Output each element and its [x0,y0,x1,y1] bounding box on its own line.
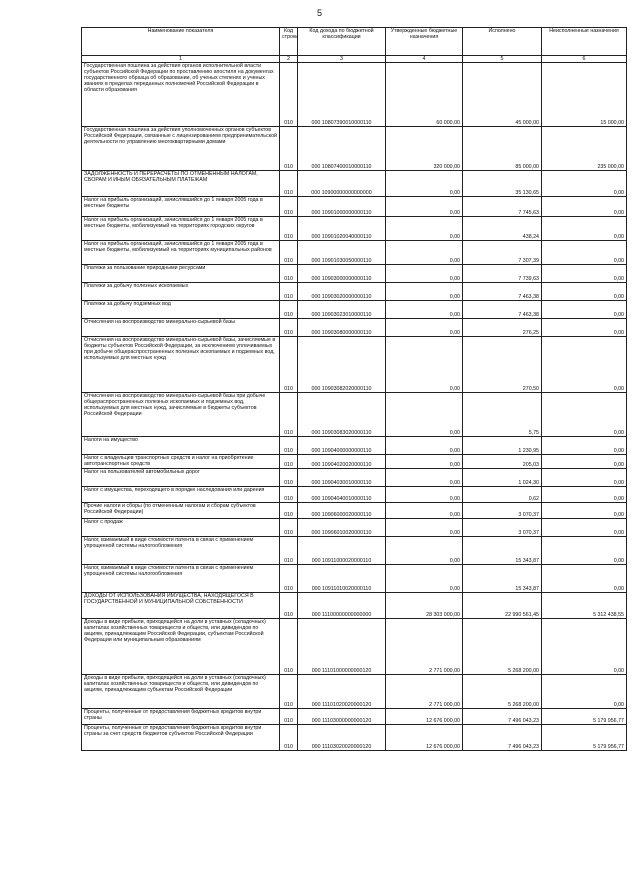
header-name: Наименование показателя [82,28,280,56]
row-unexecuted: 0,00 [542,393,627,437]
row-name: Отчисления на воспроизводство минерально-сырьевой базы [82,319,280,337]
header-row [82,28,627,56]
row-approved: 28 303 000,00 [386,593,463,619]
row-name: Налог с владельцев транспортных средств и налог на приобретение автотранспортных средств [82,455,280,469]
row-code: 010 [280,337,298,393]
row-code: 010 [280,469,298,487]
row-approved: 0,00 [386,319,463,337]
column-number: 1 [82,56,280,63]
row-executed: 15 343,87 [463,565,542,593]
budget-execution-table [81,27,627,751]
table-row [82,725,627,751]
row-budget-code: 000 10903082020000110 [298,337,386,393]
row-budget-code: 000 10911000020000110 [298,537,386,565]
row-executed: 7 496 043,23 [463,725,542,751]
row-executed: 85 000,00 [463,127,542,171]
row-code: 010 [280,709,298,725]
header-executed: Исполнено [463,28,542,56]
table-row [82,393,627,437]
row-code: 010 [280,593,298,619]
row-approved: 0,00 [386,537,463,565]
row-name: Налог с имущества, переходящего в порядке наследования или дарения [82,487,280,503]
row-executed: 7 307,39 [463,241,542,265]
row-executed: 3 070,37 [463,519,542,537]
row-budget-code: 000 10906000020000110 [298,503,386,519]
row-code: 010 [280,63,298,127]
row-approved: 0,00 [386,197,463,217]
row-code: 010 [280,217,298,241]
table-row [82,503,627,519]
row-unexecuted: 15 000,00 [542,63,627,127]
row-budget-code: 000 10904030010000110 [298,469,386,487]
table-row [82,437,627,455]
row-name: Государственная пошлина за действия уполномоченных органов субъектов Российской Федерации, связанные с лицензированием предпринимательской деятельности по управлению многоквартирными домами [82,127,280,171]
row-budget-code: 000 11103020020000120 [298,725,386,751]
row-unexecuted: 0,00 [542,565,627,593]
row-approved: 320 000,00 [386,127,463,171]
column-number: 2 [280,56,298,63]
row-name: Налог с продаж [82,519,280,537]
column-number: 5 [463,56,542,63]
row-budget-code: 000 10904040010000110 [298,487,386,503]
row-name: ДОХОДЫ ОТ ИСПОЛЬЗОВАНИЯ ИМУЩЕСТВА, НАХОДЯЩЕГОСЯ В ГОСУДАРСТВЕННОЙ И МУНИЦИПАЛЬНОЙ СОБСТВЕННОСТИ [82,593,280,619]
column-number: 3 [298,56,386,63]
row-code: 010 [280,283,298,301]
row-approved: 0,00 [386,265,463,283]
row-unexecuted: 0,00 [542,437,627,455]
table-row [82,593,627,619]
row-unexecuted: 0,00 [542,319,627,337]
row-executed: 7 739,63 [463,265,542,283]
row-budget-code: 000 11101000000000120 [298,619,386,675]
row-unexecuted: 0,00 [542,283,627,301]
table-row [82,127,627,171]
row-name: Отчисления на воспроизводство минерально-сырьевой базы, зачисляемые в бюджеты субъектов Российской Федерации, за исключением уплачиваемых при добыче общераспространенных полезных ископаемых и подземных вод, используемых для местных нужд [82,337,280,393]
row-unexecuted: 0,00 [542,469,627,487]
row-executed: 276,25 [463,319,542,337]
row-budget-code: 000 10807390010000110 [298,63,386,127]
row-executed: 7 463,38 [463,301,542,319]
row-budget-code: 000 10903080000000110 [298,319,386,337]
row-budget-code: 000 10903000000000110 [298,265,386,283]
row-code: 010 [280,675,298,709]
row-budget-code: 000 11103000000000120 [298,709,386,725]
row-code: 010 [280,301,298,319]
row-executed: 438,24 [463,217,542,241]
row-code: 010 [280,265,298,283]
row-name: Налог, взимаемый в виде стоимости патента в связи с применением упрощенной системы налогообложения [82,565,280,593]
row-name: Платежи за добычу полезных ископаемых [82,283,280,301]
table-row [82,197,627,217]
header-unexecuted: Неисполненные назначения [542,28,627,56]
row-code: 010 [280,487,298,503]
row-executed: 15 343,87 [463,537,542,565]
row-approved: 0,00 [386,283,463,301]
row-name: Прочие налоги и сборы (по отмененным налогам и сборам субъектов Российской Федерации) [82,503,280,519]
row-unexecuted: 0,00 [542,265,627,283]
row-executed: 1 230,95 [463,437,542,455]
row-budget-code: 000 10901000000000110 [298,197,386,217]
row-approved: 0,00 [386,217,463,241]
row-approved: 2 771 000,00 [386,619,463,675]
row-name: Налог на пользователей автомобильных дорог [82,469,280,487]
row-name: Проценты, полученные от предоставления бюджетных кредитов внутри страны [82,709,280,725]
row-budget-code: 000 10807400010000110 [298,127,386,171]
row-budget-code: 000 10903083020000110 [298,393,386,437]
table-body [82,63,627,751]
row-executed: 7 496 043,23 [463,709,542,725]
column-number-row [82,56,627,63]
row-unexecuted: 0,00 [542,197,627,217]
row-executed: 5 268 200,00 [463,619,542,675]
table-row [82,171,627,197]
row-unexecuted: 0,00 [542,217,627,241]
row-code: 010 [280,565,298,593]
column-number: 4 [386,56,463,63]
row-name: Государственная пошлина за действия органов исполнительной власти субъектов Российской Федерации по проставлению апостиля на документах государственного образца об образовании, об ученых степенях и ученых званиях в пределах переданных полномочий Российской Федерации в области образования [82,63,280,127]
row-code: 010 [280,519,298,537]
row-budget-code: 000 10901030050000110 [298,241,386,265]
row-budget-code: 000 11101020020000120 [298,675,386,709]
row-unexecuted: 0,00 [542,241,627,265]
row-executed: 1 024,30 [463,469,542,487]
row-name: Налог, взимаемый в виде стоимости патента в связи с применением упрощенной системы налогообложения [82,537,280,565]
row-approved: 12 676 000,00 [386,709,463,725]
row-budget-code: 000 10904020020000110 [298,455,386,469]
row-unexecuted: 0,00 [542,455,627,469]
row-unexecuted: 5 179 956,77 [542,725,627,751]
table-row [82,519,627,537]
row-unexecuted: 5 179 956,77 [542,709,627,725]
table-row [82,675,627,709]
table-row [82,319,627,337]
row-name: Платежи за добычу подземных вод [82,301,280,319]
row-name: Отчисления на воспроизводство минерально-сырьевой базы при добыче общераспространенных полезных ископаемых и подземных вод, используемых для местных нужд, зачисляемые в бюджеты субъектов Российской Федерации [82,393,280,437]
table-row [82,265,627,283]
row-approved: 0,00 [386,455,463,469]
row-approved: 0,00 [386,393,463,437]
row-name: Доходы в виде прибыли, приходящейся на доли в уставных (складочных) капиталах хозяйственных товариществ и обществ, или дивидендов по акциям, принадлежащим субъектам Российской Федерации [82,675,280,709]
row-executed: 35 130,65 [463,171,542,197]
row-name: Налог на прибыль организаций, зачислявшийся до 1 января 2005 года в местные бюджеты, мобилизуемый на территориях муниципальных районов [82,241,280,265]
row-budget-code: 000 10911010020000110 [298,565,386,593]
row-unexecuted: 0,00 [542,301,627,319]
column-number: 6 [542,56,627,63]
row-executed: 7 463,38 [463,283,542,301]
row-unexecuted: 0,00 [542,487,627,503]
row-budget-code: 000 10901020040000110 [298,217,386,241]
row-unexecuted: 0,00 [542,619,627,675]
row-unexecuted: 0,00 [542,519,627,537]
row-code: 010 [280,241,298,265]
row-executed: 45 000,00 [463,63,542,127]
row-budget-code: 000 10900000000000000 [298,171,386,197]
row-approved: 12 676 000,00 [386,725,463,751]
row-unexecuted: 0,00 [542,537,627,565]
page-number: 5 [316,8,322,18]
table-row [82,619,627,675]
row-unexecuted: 235 000,00 [542,127,627,171]
row-name: Доходы в виде прибыли, приходящейся на доли в уставных (складочных) капиталах хозяйственных товариществ и обществ, или дивидендов по акциям, принадлежащим Российской Федерации, субъектам Российской Федерации или муниципальным образованиям [82,619,280,675]
row-budget-code: 000 10906010020000110 [298,519,386,537]
row-executed: 270,50 [463,337,542,393]
row-code: 010 [280,127,298,171]
row-executed: 205,03 [463,455,542,469]
row-code: 010 [280,393,298,437]
header-budget-code: Код дохода по бюджетной классификации [298,28,386,56]
row-code: 010 [280,619,298,675]
row-executed: 7 745,63 [463,197,542,217]
table-row [82,283,627,301]
row-name: Проценты, полученные от предоставления бюджетных кредитов внутри страны за счет средств бюджетов субъектов Российской Федерации [82,725,280,751]
row-name: Налоги на имущество [82,437,280,455]
header-code: Код строки [280,28,298,56]
row-unexecuted: 5 312 438,55 [542,593,627,619]
row-executed: 5 268 200,00 [463,675,542,709]
table-row [82,455,627,469]
table-row [82,301,627,319]
table-row [82,709,627,725]
row-executed: 3 070,37 [463,503,542,519]
row-approved: 60 000,00 [386,63,463,127]
table-row [82,565,627,593]
row-code: 010 [280,319,298,337]
row-executed: 22 990 561,45 [463,593,542,619]
table-row [82,337,627,393]
row-code: 010 [280,503,298,519]
row-name: ЗАДОЛЖЕННОСТЬ И ПЕРЕРАСЧЕТЫ ПО ОТМЕНЕННЫМ НАЛОГАМ, СБОРАМ И ИНЫМ ОБЯЗАТЕЛЬНЫМ ПЛАТЕЖАМ [82,171,280,197]
table-row [82,217,627,241]
row-name: Налог на прибыль организаций, зачислявшийся до 1 января 2005 года в местные бюджеты [82,197,280,217]
row-code: 010 [280,537,298,565]
row-unexecuted: 0,00 [542,337,627,393]
row-unexecuted: 0,00 [542,171,627,197]
row-approved: 0,00 [386,565,463,593]
row-approved: 0,00 [386,487,463,503]
row-executed: 0,62 [463,487,542,503]
row-budget-code: 000 10903023010000110 [298,301,386,319]
row-approved: 0,00 [386,503,463,519]
header-approved: Утвержденные бюджетные назначения [386,28,463,56]
row-name: Платежи за пользование природными ресурсами [82,265,280,283]
row-code: 010 [280,725,298,751]
table-row [82,537,627,565]
row-code: 010 [280,171,298,197]
row-code: 010 [280,197,298,217]
row-name: Налог на прибыль организаций, зачислявшийся до 1 января 2005 года в местные бюджеты, мобилизуемый на территориях городских округов [82,217,280,241]
row-budget-code: 000 10903020000000110 [298,283,386,301]
row-code: 010 [280,455,298,469]
row-approved: 0,00 [386,519,463,537]
row-unexecuted: 0,00 [542,503,627,519]
row-budget-code: 000 10904000000000110 [298,437,386,455]
row-approved: 0,00 [386,301,463,319]
row-code: 010 [280,437,298,455]
row-approved: 0,00 [386,469,463,487]
row-unexecuted: 0,00 [542,675,627,709]
table-row [82,469,627,487]
row-approved: 2 771 000,00 [386,675,463,709]
row-approved: 0,00 [386,437,463,455]
table-row [82,63,627,127]
row-budget-code: 000 11100000000000000 [298,593,386,619]
table-row [82,487,627,503]
row-approved: 0,00 [386,171,463,197]
row-approved: 0,00 [386,241,463,265]
row-executed: 5,75 [463,393,542,437]
table-row [82,241,627,265]
row-approved: 0,00 [386,337,463,393]
